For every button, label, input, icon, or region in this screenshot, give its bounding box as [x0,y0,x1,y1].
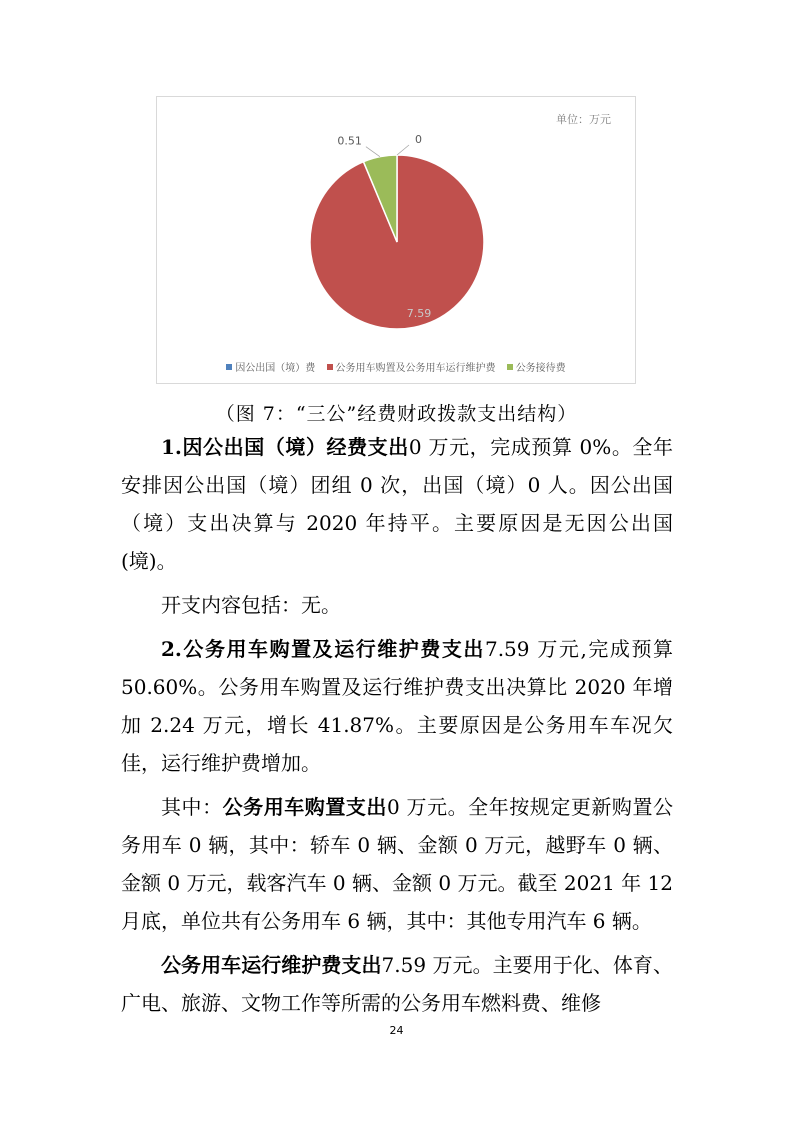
paragraph-vehicle: 2.公务用车购置及运行维护费支出7.59 万元,完成预算 50.60%。公务用车购置及运行维护费支出决算比 2020 年增加 2.24 万元，增长 41.87%。主要原因是公务用车车况欠佳，运行维护费增加。 [121,637,673,775]
pie-chart-svg [157,97,637,357]
heading-vehicle: 2.公务用车购置及运行维护费支出 [161,637,485,661]
paragraph-expense-content: 开支内容包括：无。 [161,593,341,617]
data-label-reception: 0.51 [337,134,362,148]
paragraph-vehicle-purchase: 其中：公务用车购置支出0 万元。全年按规定更新购置公务用车 0 辆，其中：轿车 0 辆、金额 0 万元，越野车 0 辆、金额 0 万元，载客汽车 0 辆、金额 0 万元。截至 2021 年 12 月底，单位共有公务用车 6 辆，其中：其他专用汽车 6 辆。 [121,795,674,933]
legend-item-reception: 公务接待费 [507,359,566,374]
pie-chart [156,96,636,384]
page-number: 24 [389,1024,404,1037]
paragraph-overseas: 1.因公出国（境）经费支出0 万元，完成预算 0%。全年安排因公出国（境）团组 0 次，出国（境）0 人。因公出国（境）支出决算与 2020 年持平。主要原因是无因公出国(境)。 [121,435,673,573]
legend-item-overseas: 因公出国（境）费 [226,359,315,374]
data-label-vehicle: 7.59 [406,307,432,320]
legend-swatch [226,364,232,370]
data-label-overseas: 0 [415,133,422,146]
paragraph-vehicle-maintenance: 公务用车运行维护费支出7.59 万元。主要用于化、体育、广电、旅游、文物工作等所需的公务用车燃料费、维修 [121,953,673,1015]
heading-overseas: 1.因公出国（境）经费支出 [161,435,409,459]
unit-label: 单位：万元 [556,113,611,126]
heading-vehicle-purchase: 公务用车购置支出 [222,795,387,819]
leader-line-overseas [397,145,409,155]
legend-swatch [327,364,333,370]
figure-caption: （图 7：“三公”经费财政拨款支出结构） [215,403,578,425]
legend-swatch [507,364,513,370]
legend-item-vehicle: 公务用车购置及公务用车运行维护费 [327,359,496,374]
leader-line-reception [366,147,380,157]
body-text [121,428,673,1028]
heading-vehicle-maintenance: 公务用车运行维护费支出 [161,953,382,977]
chart-legend [157,359,635,374]
